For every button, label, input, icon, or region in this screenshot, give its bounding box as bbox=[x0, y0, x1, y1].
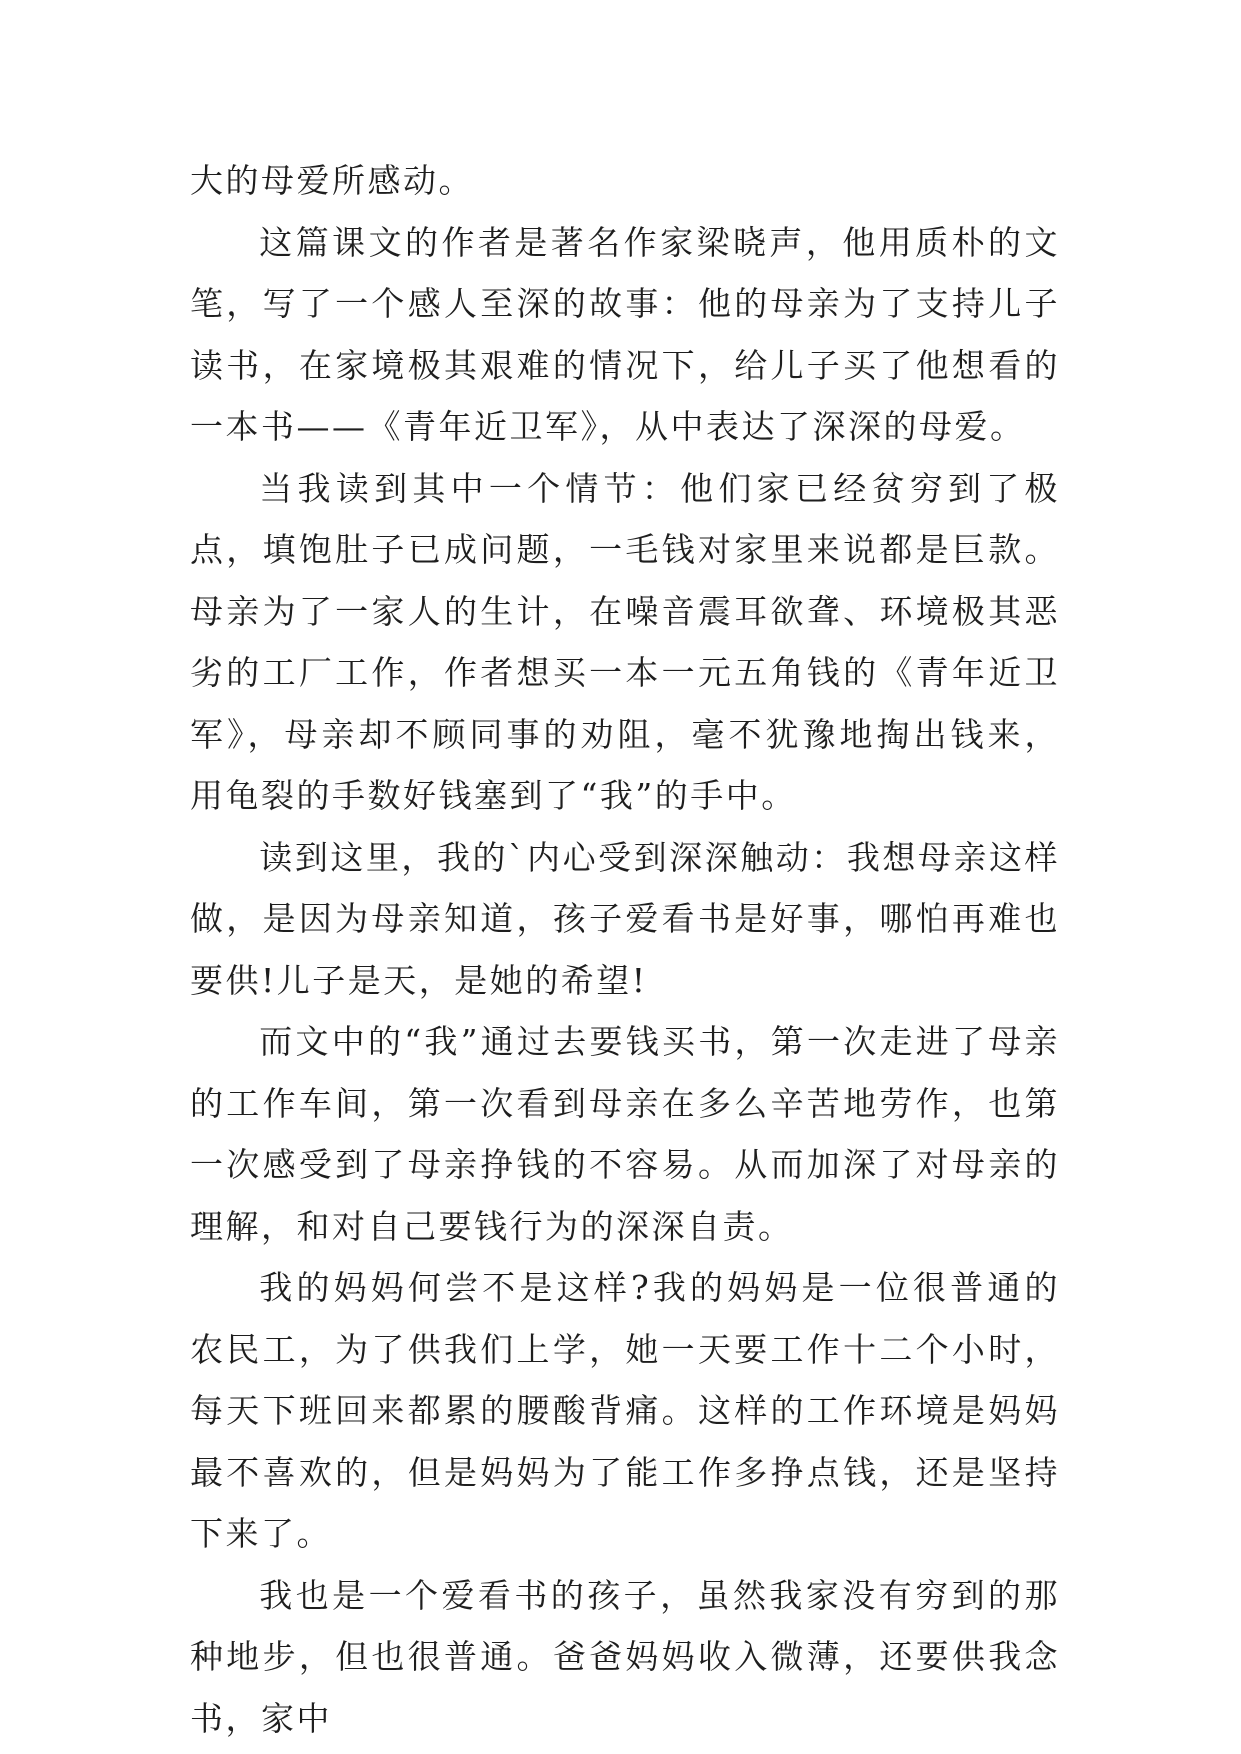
paragraph-continuation: 大的母爱所感动。 bbox=[190, 161, 474, 200]
paragraph: 读到这里，我的`内心受到深深触动：我想母亲这样做，是因为母亲知道，孩子爱看书是好事，哪怕再难也要供!儿子是天，是她的希望! bbox=[190, 837, 1060, 1000]
paragraph: 我也是一个爱看书的孩子，虽然我家没有穷到的那种地步，但也很普通。爸爸妈妈收入微薄，还要供我念书，家中 bbox=[190, 1575, 1060, 1738]
paragraph: 当我读到其中一个情节：他们家已经贫穷到了极点，填饱肚子已成问题，一毛钱对家里来说都是巨款。母亲为了一家人的生计，在噪音震耳欲聋、环境极其恶劣的工厂工作，作者想买一本一元五角钱的《青年近卫军》，母亲却不顾同事的劝阻，毫不犹豫地掏出钱来，用龟裂的手数好钱塞到了“我”的手中。 bbox=[190, 468, 1060, 815]
paragraph: 这篇课文的作者是著名作家梁晓声，他用质朴的文笔，写了一个感人至深的故事：他的母亲为了支持儿子读书，在家境极其艰难的情况下，给儿子买了他想看的一本书——《青年近卫军》，从中表达了深深的母爱。 bbox=[190, 222, 1060, 446]
paragraph: 我的妈妈何尝不是这样?我的妈妈是一位很普通的农民工，为了供我们上学，她一天要工作十二个小时，每天下班回来都累的腰酸背痛。这样的工作环境是妈妈最不喜欢的，但是妈妈为了能工作多挣点钱，还是坚持下来了。 bbox=[190, 1268, 1060, 1553]
body-text bbox=[190, 150, 1060, 1749]
paragraph: 而文中的“我”通过去要钱买书，第一次走进了母亲的工作车间，第一次看到母亲在多么辛苦地劳作，也第一次感受到了母亲挣钱的不容易。从而加深了对母亲的理解，和对自己要钱行为的深深自责。 bbox=[190, 1022, 1060, 1246]
